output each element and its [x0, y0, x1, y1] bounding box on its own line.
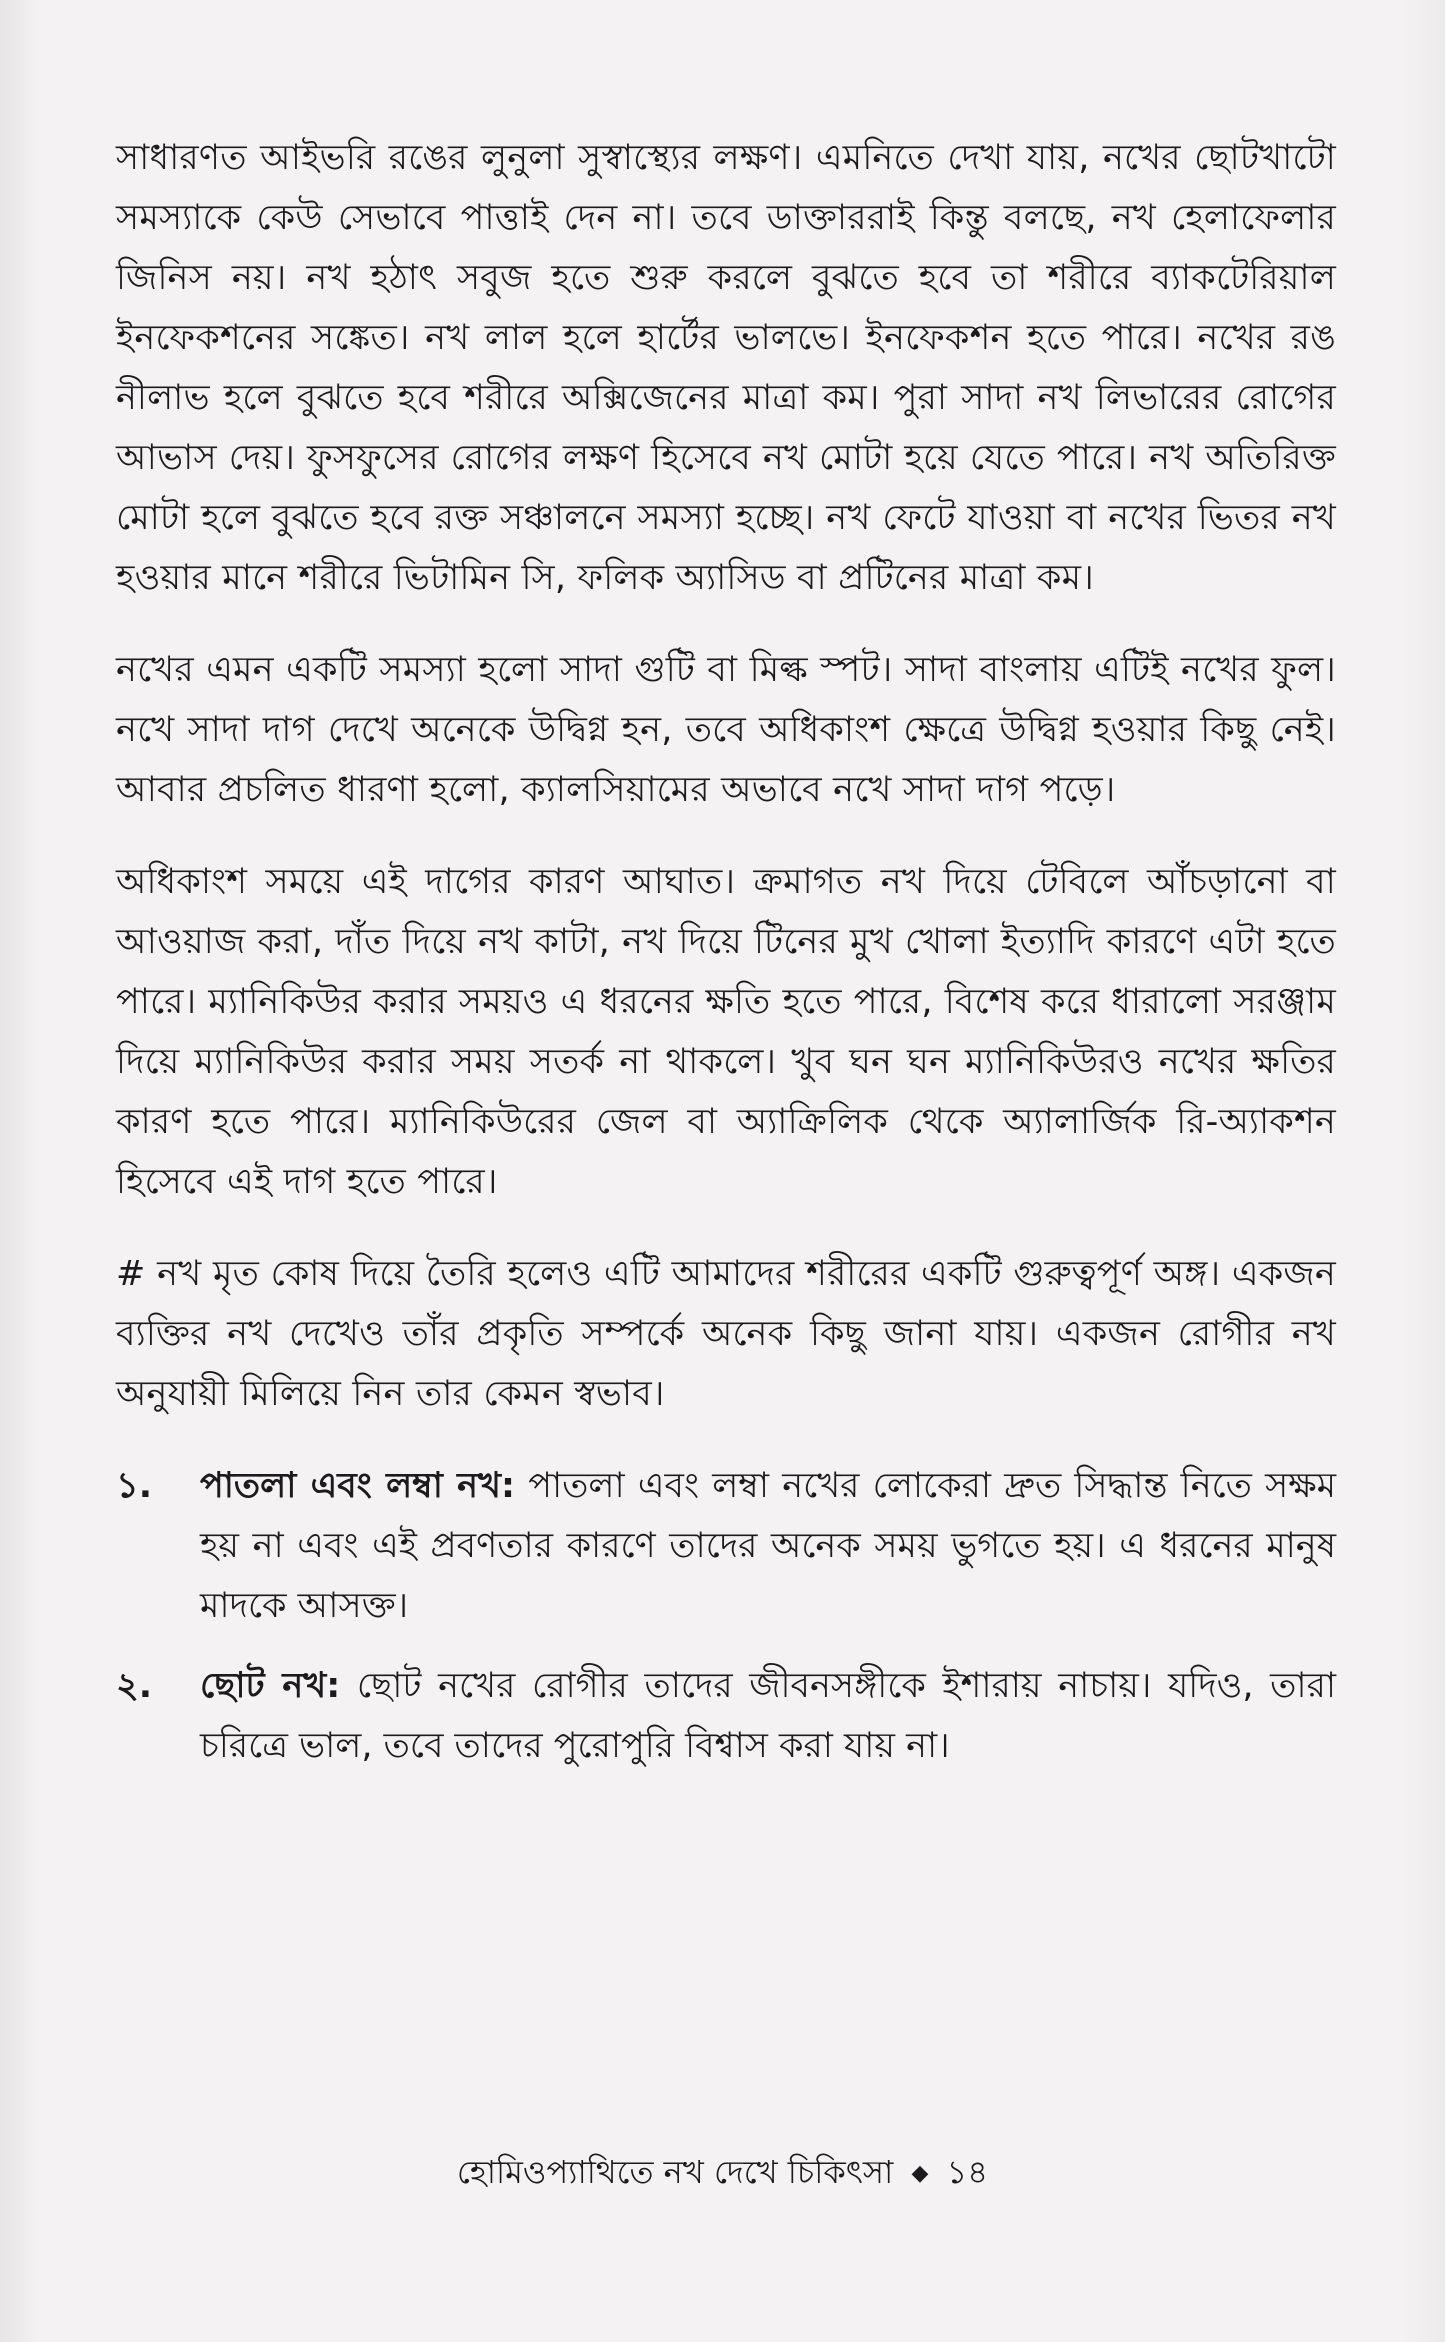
paragraph-nail-personality: # নখ মৃত কোষ দিয়ে তৈরি হলেও এটি আমাদের শরীরের একটি গুরুত্বপূর্ণ অঙ্গ। একজন ব্যক্তির নখ দেখেও তাঁর প্রকৃতি সম্পর্কে অনেক কিছু জানা যায়। একজন রোগীর নখ অনুযায়ী মিলিয়ে নিন তার কেমন স্বভাব। [116, 1254, 1336, 1414]
list-item-term: ছোট নখ: [200, 1666, 341, 1706]
nail-type-list [116, 1456, 1336, 1776]
diamond-separator-icon: ◆ [911, 2161, 929, 2186]
page-number: ১৪ [946, 2153, 989, 2191]
list-item-number: ২. [116, 1666, 153, 1706]
list-item-body [200, 1456, 1336, 1636]
paragraph-nail-color-signs: সাধারণত আইভরি রঙের লুনুলা সুস্বাস্থ্যের লক্ষণ। এমনিতে দেখা যায়, নখের ছোটখাটো সমস্যাকে কেউ সেভাবে পাত্তাই দেন না। তবে ডাক্তাররাই কিন্তু বলছে, নখ হেলাফেলার জিনিস নয়। নখ হঠাৎ সবুজ হতে শুরু করলে বুঝতে হবে তা শরীরে ব্যাকটেরিয়াল ইনফেকশনের সঙ্কেত। নখ লাল হলে হার্টের ভালভে। ইনফেকশন হতে পারে। নখের রঙ নীলাভ হলে বুঝতে হবে শরীরে অক্সিজেনের মাত্রা কম। পুরা সাদা নখ লিভারের রোগের আভাস দেয়। ফুসফুসের রোগের লক্ষণ হিসেবে নখ মোটা হয়ে যেতে পারে। নখ অতিরিক্ত মোটা হলে বুঝতে হবে রক্ত সঞ্চালনে সমস্যা হচ্ছে। নখ ফেটে যাওয়া বা নখের ভিতর নখ হওয়ার মানে শরীরে ভিটামিন সি, ফলিক অ্যাসিড বা প্রটিনের মাত্রা কম। [116, 138, 1336, 598]
list-item [116, 1656, 1336, 1776]
list-item-number: ১. [116, 1466, 153, 1506]
paragraph-milk-spot: নখের এমন একটি সমস্যা হলো সাদা গুটি বা মিল্ক স্পট। সাদা বাংলায় এটিই নখের ফুল। নখে সাদা দাগ দেখে অনেকে উদ্বিগ্ন হন, তবে অধিকাংশ ক্ষেত্রে উদ্বিগ্ন হওয়ার কিছু নেই। আবার প্রচলিত ধারণা হলো, ক্যালসিয়ামের অভাবে নখে সাদা দাগ পড়ে। [116, 650, 1336, 810]
book-title: হোমিওপ্যাথিতে নখ দেখে চিকিৎসা [456, 2153, 894, 2191]
list-item-text: পাতলা এবং লম্বা নখের লোকেরা দ্রুত সিদ্ধান্ত নিতে সক্ষম হয় না এবং এই প্রবণতার কারণে তাদের অনেক সময় ভুগতে হয়। এ ধরনের মানুষ মাদকে আসক্ত। [200, 1466, 1337, 1626]
page-footer [0, 2150, 1445, 2196]
list-item-text: ছোট নখের রোগীর তাদের জীবনসঙ্গীকে ইশারায় নাচায়। যদিও, তারা চরিত্রে ভাল, তবে তাদের পুরোপুরি বিশ্বাস করা যায় না। [200, 1666, 1336, 1766]
list-item-term: পাতলা এবং লম্বা নখ: [200, 1466, 516, 1506]
paragraph-injury-causes: অধিকাংশ সময়ে এই দাগের কারণ আঘাত। ক্রমাগত নখ দিয়ে টেবিলে আঁচড়ানো বা আওয়াজ করা, দাঁত দিয়ে নখ কাটা, নখ দিয়ে টিনের মুখ খোলা ইত্যাদি কারণে এটা হতে পারে। ম্যানিকিউর করার সময়ও এ ধরনের ক্ষতি হতে পারে, বিশেষ করে ধারালো সরঞ্জাম দিয়ে ম্যানিকিউর করার সময় সতর্ক না থাকলে। খুব ঘন ঘন ম্যানিকিউরও নখের ক্ষতির কারণ হতে পারে। ম্যানিকিউরের জেল বা অ্যাক্রিলিক থেকে অ্যালার্জিক রি-অ্যাকশন হিসেবে এই দাগ হতে পারে। [116, 862, 1336, 1202]
list-item-body [200, 1656, 1336, 1776]
page-body [116, 128, 1336, 1796]
list-item [116, 1456, 1336, 1636]
